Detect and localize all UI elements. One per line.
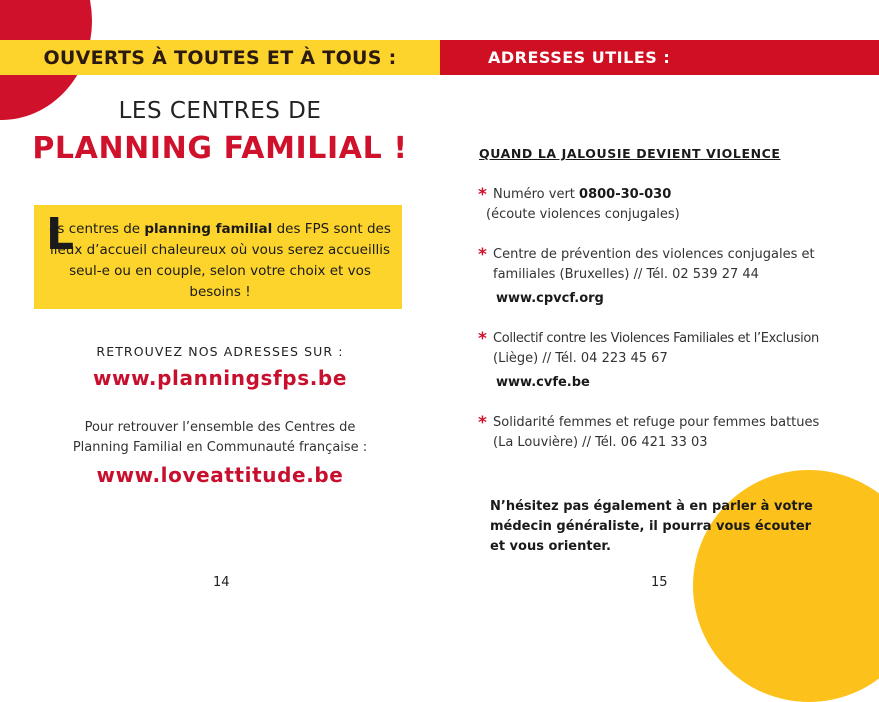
find-addresses-label: RETROUVEZ NOS ADRESSES SUR : [96,344,344,359]
intro-text-bold: planning familial [144,221,273,237]
entry-4-prefix: (La Louvière) // Tél. [493,435,621,450]
page-title-line1: LES CENTRES DE [118,98,322,124]
page-title-line2: PLANNING FAMILIAL ! [32,131,408,166]
bullet-star-icon: * [478,185,487,205]
closing-line2: médecin généraliste, il pourra vous écouter [490,519,812,534]
intro-text-prefix: es centres de [49,221,145,237]
entry-2-phone: 02 539 27 44 [672,267,759,282]
page-number-right: 15 [651,575,668,590]
right-banner [440,40,879,75]
bullet-star-icon: * [478,329,487,349]
loveattitude-link[interactable]: www.loveattitude.be [96,463,344,487]
bullet-star-icon: * [478,413,487,433]
entry-3-line1: Collectif contre les Violences Familiales et l’Exclusion [493,331,819,346]
entry-1-label: Numéro vert [493,187,580,202]
entry-2-line1: Centre de prévention des violences conjugales et [493,247,815,262]
bullet-star-icon: * [478,245,487,265]
loveattitude-intro-line2: Planning Familial en Communauté française : [72,440,368,455]
left-banner [0,40,440,75]
drop-cap: L [46,209,75,260]
entry-3-phone: 04 223 45 67 [580,351,668,366]
entry-4-phone: 06 421 33 03 [620,435,708,450]
entry-1-phone: 0800-30-030 [579,187,672,202]
loveattitude-intro-line1: Pour retrouver l’ensemble des Centres de [84,420,356,435]
closing-note [490,497,840,557]
loveattitude-intro [0,418,440,458]
section-heading: QUAND LA JALOUSIE DEVIENT VIOLENCE [479,146,781,161]
closing-line3: et vous orienter. [490,539,611,554]
intro-text-suffix: des FPS sont des lieux d’accueil chaleureux où vous serez accueillis seul-e ou en couple, selon votre choix et vos besoins ! [49,221,391,300]
left-banner-text: OUVERTS À TOUTES ET À TOUS : [43,46,397,69]
planningsfps-link[interactable]: www.planningsfps.be [92,366,347,390]
entry-1-line1 [493,187,671,202]
entry-1-line2: (écoute violences conjugales) [486,207,680,222]
entry-2-prefix: familiales (Bruxelles) // Tél. [493,267,673,282]
entry-2-line2 [493,267,759,282]
entry-3-prefix: (Liège) // Tél. [493,351,581,366]
entry-3-website[interactable]: www.cvfe.be [496,375,590,390]
intro-text [48,219,392,303]
entry-4-line1: Solidarité femmes et refuge pour femmes battues [493,415,820,430]
page-number-left: 14 [213,575,230,590]
closing-line1: N’hésitez pas également à en parler à votre [490,499,813,514]
intro-box [34,205,402,309]
right-banner-text: ADRESSES UTILES : [488,48,671,67]
entry-2-website[interactable]: www.cpvcf.org [496,291,604,306]
entry-4-line2 [493,435,708,450]
entry-3-line2 [493,351,668,366]
